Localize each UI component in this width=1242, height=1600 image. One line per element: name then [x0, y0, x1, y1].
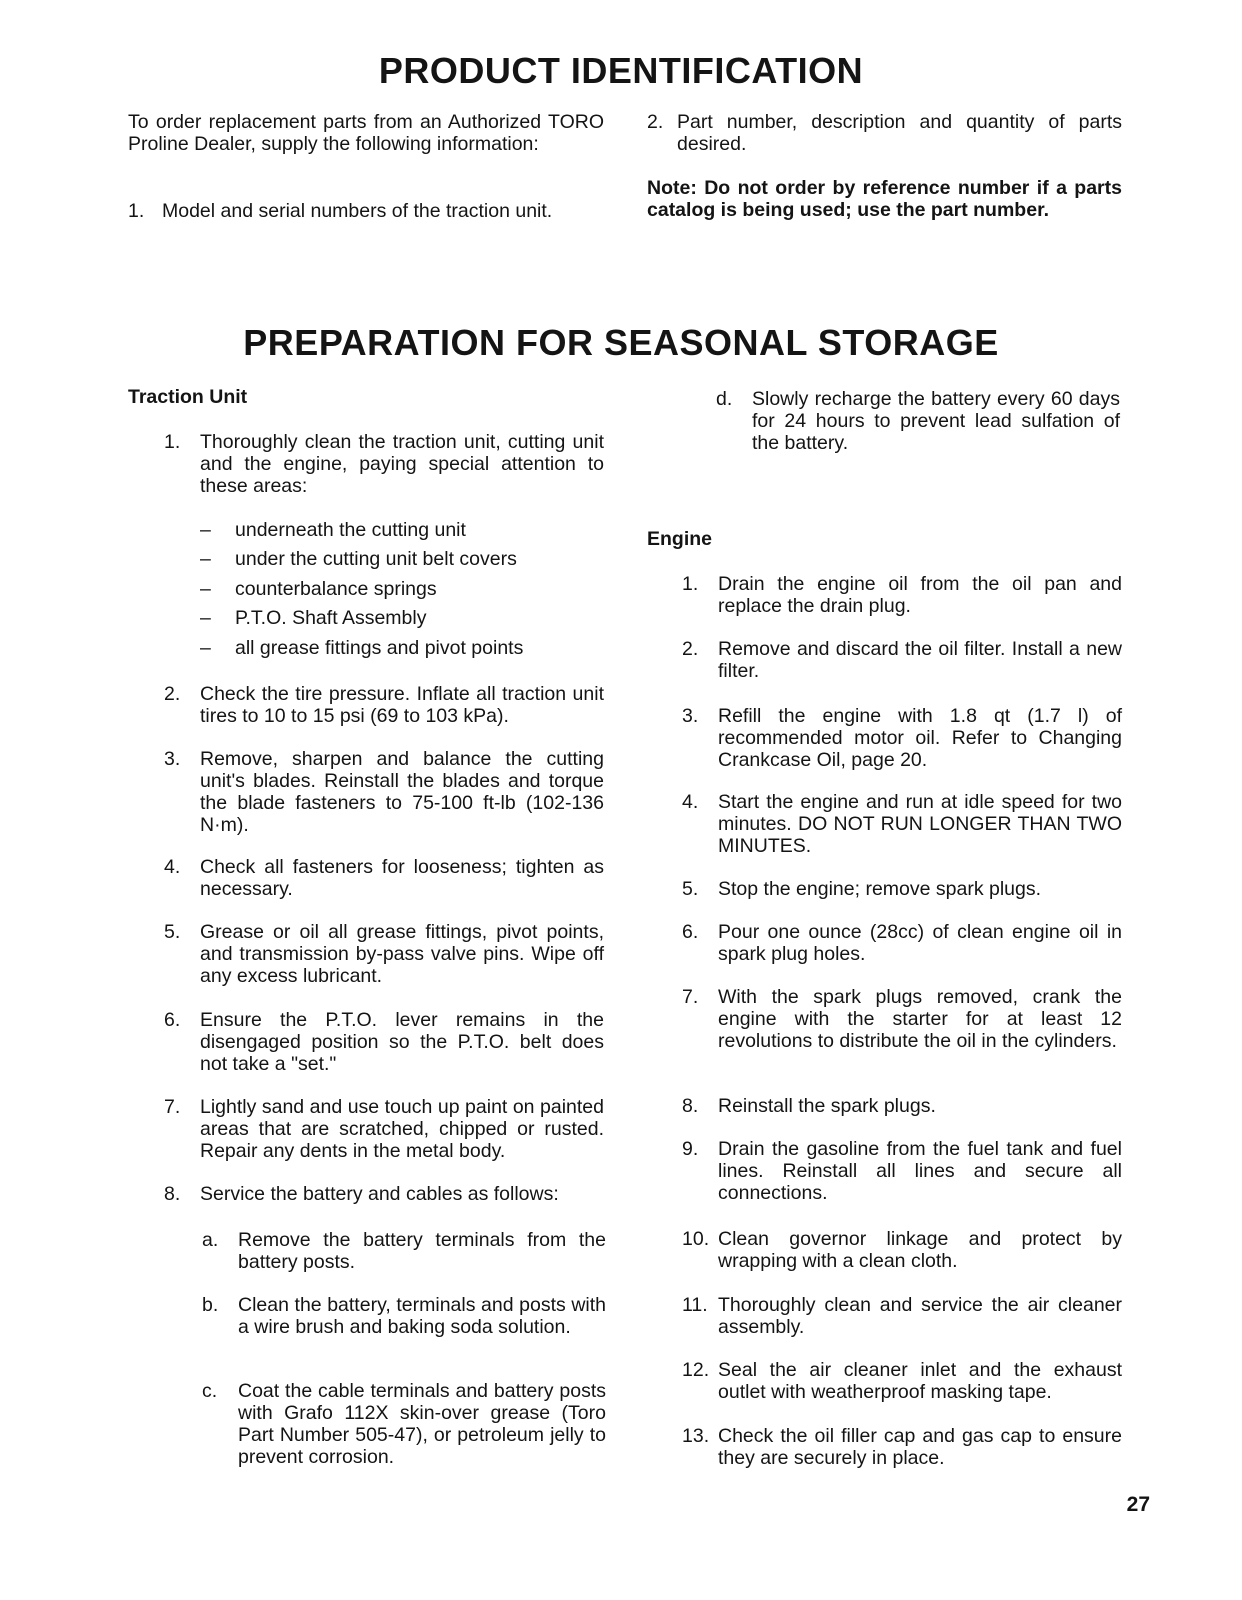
step-letter: d.	[716, 388, 733, 410]
product-id-item-2	[647, 111, 1122, 157]
step-letter: a.	[202, 1229, 219, 1251]
step-number: 11.	[682, 1294, 708, 1316]
dash: –	[200, 637, 211, 659]
step-number: 8.	[682, 1095, 699, 1117]
battery-step-c	[202, 1380, 606, 1470]
page-number: 27	[1126, 1493, 1150, 1516]
step-text: Seal the air cleaner inlet and the exhaust outlet with weatherproof masking tape.	[718, 1359, 1122, 1403]
engine-step-4	[682, 791, 1122, 859]
step-number: 8.	[164, 1183, 181, 1205]
engine-step-12	[682, 1359, 1122, 1405]
step-number: 12.	[682, 1359, 710, 1381]
step-text: Ensure the P.T.O. lever remains in the disengaged position so the P.T.O. belt does not take a "set."	[200, 1009, 604, 1075]
step-text: Reinstall the spark plugs.	[718, 1095, 936, 1117]
step-number: 5.	[682, 878, 699, 900]
traction-step-8	[164, 1183, 604, 1207]
dash-text: P.T.O. Shaft Assembly	[235, 607, 427, 629]
step-number: 7.	[164, 1096, 181, 1118]
engine-step-5	[682, 878, 1122, 902]
dash-item	[200, 578, 610, 602]
dash: –	[200, 607, 211, 629]
dash: –	[200, 519, 211, 541]
step-text: Check the oil filler cap and gas cap to ensure they are securely in place.	[718, 1425, 1122, 1469]
step-text: Drain the engine oil from the oil pan and replace the drain plug.	[718, 573, 1122, 617]
dash-item	[200, 519, 610, 543]
step-number: 9.	[682, 1138, 699, 1160]
battery-step-b	[202, 1294, 606, 1362]
traction-step-7	[164, 1096, 604, 1164]
step-text: Stop the engine; remove spark plugs.	[718, 878, 1042, 900]
note-text: Do not order by reference number if a parts catalog is being used; use the part number.	[647, 177, 1122, 221]
step-text: Lightly sand and use touch up paint on painted areas that are scratched, chipped or rusted. Repair any dents in the metal body.	[200, 1096, 604, 1162]
step-text: Remove the battery terminals from the battery posts.	[238, 1229, 606, 1273]
dash-text: under the cutting unit belt covers	[235, 548, 517, 570]
step-text: Start the engine and run at idle speed for two minutes. DO NOT RUN LONGER THAN TWO MINUTES.	[718, 791, 1122, 857]
step-text: Grease or oil all grease fittings, pivot points, and transmission by-pass valve pins. Wipe off any excess lubricant.	[200, 921, 604, 987]
item-number: 1.	[128, 200, 145, 222]
engine-step-8	[682, 1095, 1122, 1119]
step-number: 7.	[682, 986, 699, 1008]
battery-step-d	[716, 388, 1120, 456]
engine-step-2	[682, 638, 1122, 684]
engine-step-7	[682, 986, 1122, 1076]
step-number: 1.	[682, 573, 699, 595]
step-text: Coat the cable terminals and battery posts with Grafo 112X skin-over grease (Toro Part Number 505-47), or petroleum jelly to prevent corrosion.	[238, 1380, 606, 1468]
step-letter: c.	[202, 1380, 218, 1402]
step-text: Thoroughly clean the traction unit, cutting unit and the engine, paying special attention to these areas:	[200, 431, 604, 497]
engine-step-10	[682, 1228, 1122, 1274]
dash: –	[200, 578, 211, 600]
product-id-note	[647, 177, 1122, 221]
engine-step-11	[682, 1294, 1122, 1340]
step-number: 1.	[164, 431, 181, 453]
product-id-intro: To order replacement parts from an Authorized TORO Proline Dealer, supply the following information:	[128, 111, 604, 155]
traction-step-1	[164, 431, 604, 501]
step-text: Service the battery and cables as follows:	[200, 1183, 559, 1205]
step-text: Clean governor linkage and protect by wrapping with a clean cloth.	[718, 1228, 1122, 1272]
step-letter: b.	[202, 1294, 219, 1316]
engine-step-13	[682, 1425, 1122, 1471]
item-text: Part number, description and quantity of parts desired.	[677, 111, 1122, 155]
step-text: Refill the engine with 1.8 qt (1.7 l) of recommended motor oil. Refer to Changing Crankcase Oil, page 20.	[718, 705, 1122, 771]
engine-title: Engine	[647, 528, 713, 550]
item-number: 2.	[647, 111, 664, 133]
step-text: Remove and discard the oil filter. Install a new filter.	[718, 638, 1122, 682]
dash-item	[200, 607, 610, 631]
engine-step-9	[682, 1138, 1122, 1206]
dash: –	[200, 548, 211, 570]
step-number: 4.	[164, 856, 181, 878]
product-identification-heading: PRODUCT IDENTIFICATION	[378, 50, 864, 91]
step-number: 13.	[682, 1425, 710, 1447]
step-text: Check the tire pressure. Inflate all traction unit tires to 10 to 15 psi (69 to 103 kPa).	[200, 683, 604, 727]
traction-step-5	[164, 921, 604, 989]
dash-item	[200, 548, 610, 572]
dash-text: underneath the cutting unit	[235, 519, 466, 541]
traction-step-4	[164, 856, 604, 902]
dash-text: all grease fittings and pivot points	[235, 637, 524, 659]
step-number: 10.	[682, 1228, 710, 1250]
step-number: 2.	[682, 638, 699, 660]
step-text: With the spark plugs removed, crank the engine with the starter for at least 12 revolutions to distribute the oil in the cylinders.	[718, 986, 1122, 1052]
step-number: 4.	[682, 791, 699, 813]
step-text: Thoroughly clean and service the air cleaner assembly.	[718, 1294, 1122, 1338]
engine-step-6	[682, 921, 1122, 967]
engine-step-1	[682, 573, 1122, 619]
step-text: Slowly recharge the battery every 60 days for 24 hours to prevent lead sulfation of the battery.	[752, 388, 1120, 454]
battery-step-a	[202, 1229, 606, 1275]
step-text: Drain the gasoline from the fuel tank and fuel lines. Reinstall all lines and secure all connections.	[718, 1138, 1122, 1204]
dash-item	[200, 637, 610, 661]
engine-step-3	[682, 705, 1122, 773]
step-number: 3.	[682, 705, 699, 727]
step-number: 6.	[164, 1009, 181, 1031]
step-number: 6.	[682, 921, 699, 943]
seasonal-storage-heading: PREPARATION FOR SEASONAL STORAGE	[243, 322, 999, 363]
step-number: 3.	[164, 748, 181, 770]
step-text: Pour one ounce (28cc) of clean engine oil in spark plug holes.	[718, 921, 1122, 965]
traction-step-3	[164, 748, 604, 838]
step-number: 5.	[164, 921, 181, 943]
note-label: Note:	[647, 177, 697, 199]
step-text: Remove, sharpen and balance the cutting unit's blades. Reinstall the blades and torque the blade fasteners to 75-100 ft-lb (102-136 N·m).	[200, 748, 604, 836]
traction-step-2	[164, 683, 604, 729]
traction-unit-title: Traction Unit	[128, 386, 248, 408]
dash-text: counterbalance springs	[235, 578, 437, 600]
product-id-item-1	[128, 200, 608, 224]
item-text: Model and serial numbers of the traction unit.	[162, 200, 553, 222]
step-text: Check all fasteners for looseness; tighten as necessary.	[200, 856, 604, 900]
traction-step-6	[164, 1009, 604, 1077]
step-text: Clean the battery, terminals and posts with a wire brush and baking soda solution.	[238, 1294, 606, 1338]
step-number: 2.	[164, 683, 181, 705]
